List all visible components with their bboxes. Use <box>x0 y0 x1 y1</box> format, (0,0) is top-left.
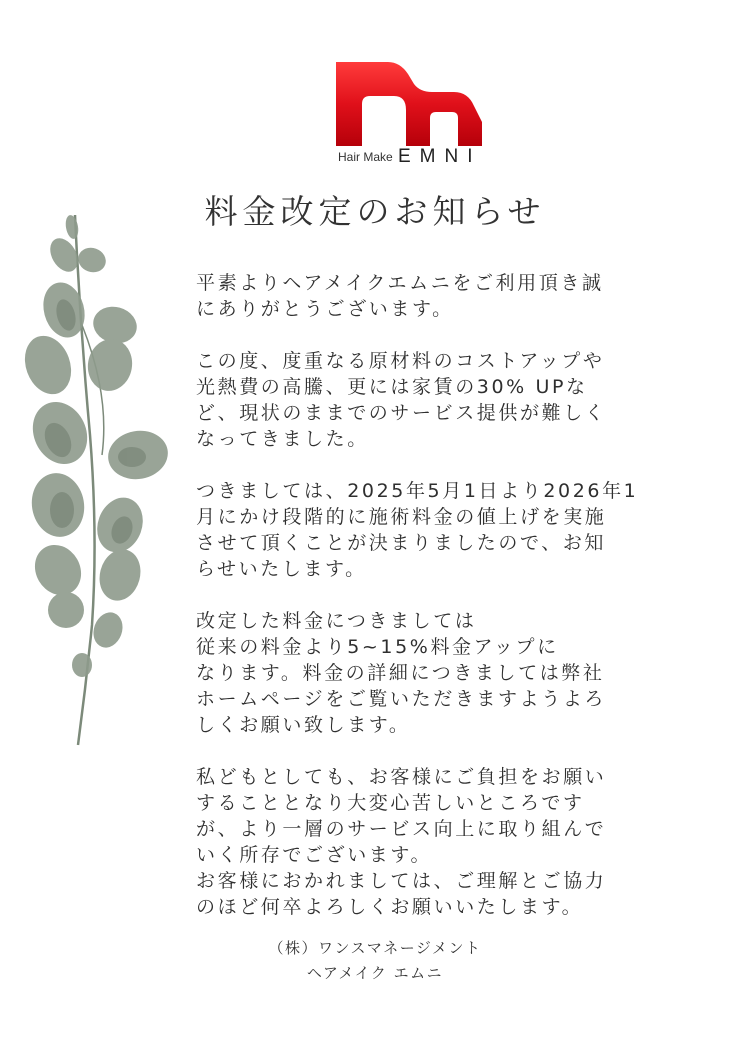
notice-body <box>196 270 656 946</box>
company-name: （株）ワンスマネージメント <box>268 939 482 957</box>
text-line: 平素よりヘアメイクエムニをご利用頂き誠 <box>196 272 604 294</box>
text-line: ど、現状のままでのサービス提供が難しく <box>196 402 607 424</box>
paragraph-greeting <box>196 270 656 322</box>
paragraph-reason <box>196 348 656 452</box>
shop-name: ヘアメイク エムニ <box>306 964 444 982</box>
text-line: することとなり大変心苦しいところです <box>196 792 585 814</box>
text-line: のほど何卒よろしくお願いいたします。 <box>196 896 584 918</box>
text-line: いく所存でございます。 <box>196 844 433 866</box>
text-line: つきましては、2025年5月1日より2026年1 <box>196 480 639 502</box>
logo-wordmark: EMNI <box>398 146 482 167</box>
text-line: 月にかけ段階的に施術料金の値上げを実施 <box>196 506 607 528</box>
signature <box>0 936 750 986</box>
paragraph-schedule <box>196 478 656 582</box>
logo-subtext: Hair Make <box>338 150 393 164</box>
text-line: らせいたします。 <box>196 558 367 580</box>
paragraph-closing <box>196 764 656 920</box>
text-line: 光熱費の高騰、更には家賃の30% UPな <box>196 376 588 398</box>
text-line: が、より一層のサービス向上に取り組んで <box>196 818 607 840</box>
text-line: ホームページをご覧いただきますようよろ <box>196 688 607 710</box>
text-line: なってきました。 <box>196 428 369 450</box>
text-line: にありがとうございます。 <box>196 298 454 320</box>
text-line: させて頂くことが決まりましたので、お知 <box>196 532 607 554</box>
paragraph-details <box>196 608 656 738</box>
text-line: お客様におかれましては、ご理解とご協力 <box>196 870 607 892</box>
page-title: 料金改定のお知らせ <box>204 192 546 231</box>
eucalyptus-branch-icon <box>20 205 170 750</box>
text-line: なります。料金の詳細につきましては弊社 <box>196 662 605 684</box>
text-line: 改定した料金につきましては <box>196 610 477 632</box>
text-line: この度、度重なる原材料のコストアップや <box>196 350 605 372</box>
text-line: 従来の料金より5~15%料金アップに <box>196 636 559 658</box>
logo-mark-icon <box>336 58 486 146</box>
text-line: しくお願い致します。 <box>196 714 411 736</box>
emni-logo <box>330 58 500 170</box>
text-line: 私どもとしても、お客様にご負担をお願い <box>196 766 607 788</box>
